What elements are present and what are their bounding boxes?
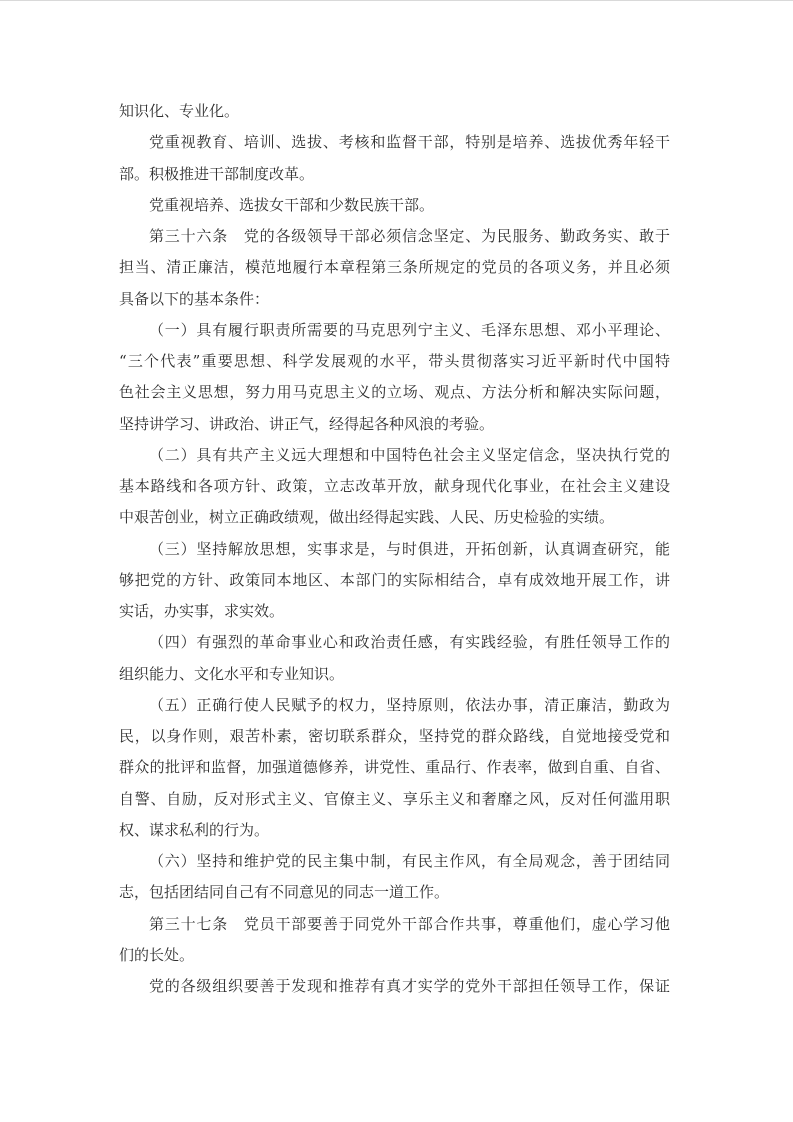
text-line: （四）有强烈的革命事业心和政治责任感，有实践经验，有胜任领导工作的 [149, 633, 670, 652]
text-line: （六）坚持和维护党的民主集中制，有民主作风，有全局观念，善于团结同 [149, 852, 670, 870]
text-line: 担当、清正廉洁，模范地履行本章程第三条所规定的党员的各项义务，并且必须 [119, 258, 670, 277]
text-line: 够把党的方针、政策同本地区、本部门的实际相结合，卓有成效地开展工作，讲 [119, 570, 670, 589]
text-line: 志，包括团结同自己有不同意见的同志一道工作。 [119, 883, 450, 902]
text-line: （二）具有共产主义远大理想和中国特色社会主义坚定信念，坚决执行党的 [149, 445, 670, 464]
text-line: 权、谋求私利的行为。 [119, 820, 270, 839]
text-line: 中艰苦创业，树立正确政绩观，做出经得起实践、人民、历史检验的实绩。 [119, 508, 615, 527]
text-line: 组织能力、文化水平和专业知识。 [119, 664, 345, 683]
document-body [119, 96, 670, 1002]
text-line: 群众的批评和监督，加强道德修养，讲党性、重品行、作表率，做到自重、自省、 [119, 758, 670, 777]
text-line: 色社会主义思想，努力用马克思主义的立场、观点、方法分析和解决实际问题， [119, 383, 670, 402]
text-line: 党重视教育、培训、选拔、考核和监督干部，特别是培养、选拔优秀年轻干 [149, 133, 670, 152]
text-line: 实话，办实事，求实效。 [119, 602, 285, 620]
text-line: （五）正确行使人民赋予的权力，坚持原则，依法办事，清正廉洁，勤政为 [149, 695, 670, 714]
text-line: “三个代表”重要思想、科学发展观的水平，带头贯彻落实习近平新时代中国特 [119, 352, 670, 370]
text-line: 基本路线和各项方针、政策，立志改革开放，献身现代化事业，在社会主义建设 [119, 477, 670, 495]
text-line: 民，以身作则，艰苦朴素，密切联系群众，坚持党的群众路线，自觉地接受党和 [119, 727, 670, 745]
text-line: 具备以下的基本条件： [119, 289, 270, 308]
text-line: 党重视培养、选拔女干部和少数民族干部。 [149, 195, 435, 214]
text-line: 第三十七条 党员干部要善于同党外干部合作共事，尊重他们，虚心学习他 [149, 914, 670, 933]
text-line: （三）坚持解放思想，实事求是，与时俱进，开拓创新，认真调查研究，能 [149, 539, 670, 558]
text-line: 党的各级组织要善于发现和推荐有真才实学的党外干部担任领导工作，保证 [149, 977, 670, 995]
text-line: 第三十六条 党的各级领导干部必须信念坚定、为民服务、勤政务实、敢于 [149, 227, 670, 245]
text-line: 部。积极推进干部制度改革。 [119, 164, 315, 183]
text-line: 坚持讲学习、讲政治、讲正气，经得起各种风浪的考验。 [119, 414, 495, 433]
text-line: 知识化、专业化。 [119, 102, 240, 120]
text-line: 们的长处。 [119, 945, 195, 964]
text-line: 自警、自励，反对形式主义、官僚主义、享乐主义和奢靡之风，反对任何滥用职 [119, 789, 670, 808]
text-line: （一）具有履行职责所需要的马克思列宁主义、毛泽东思想、邓小平理论、 [149, 320, 670, 339]
